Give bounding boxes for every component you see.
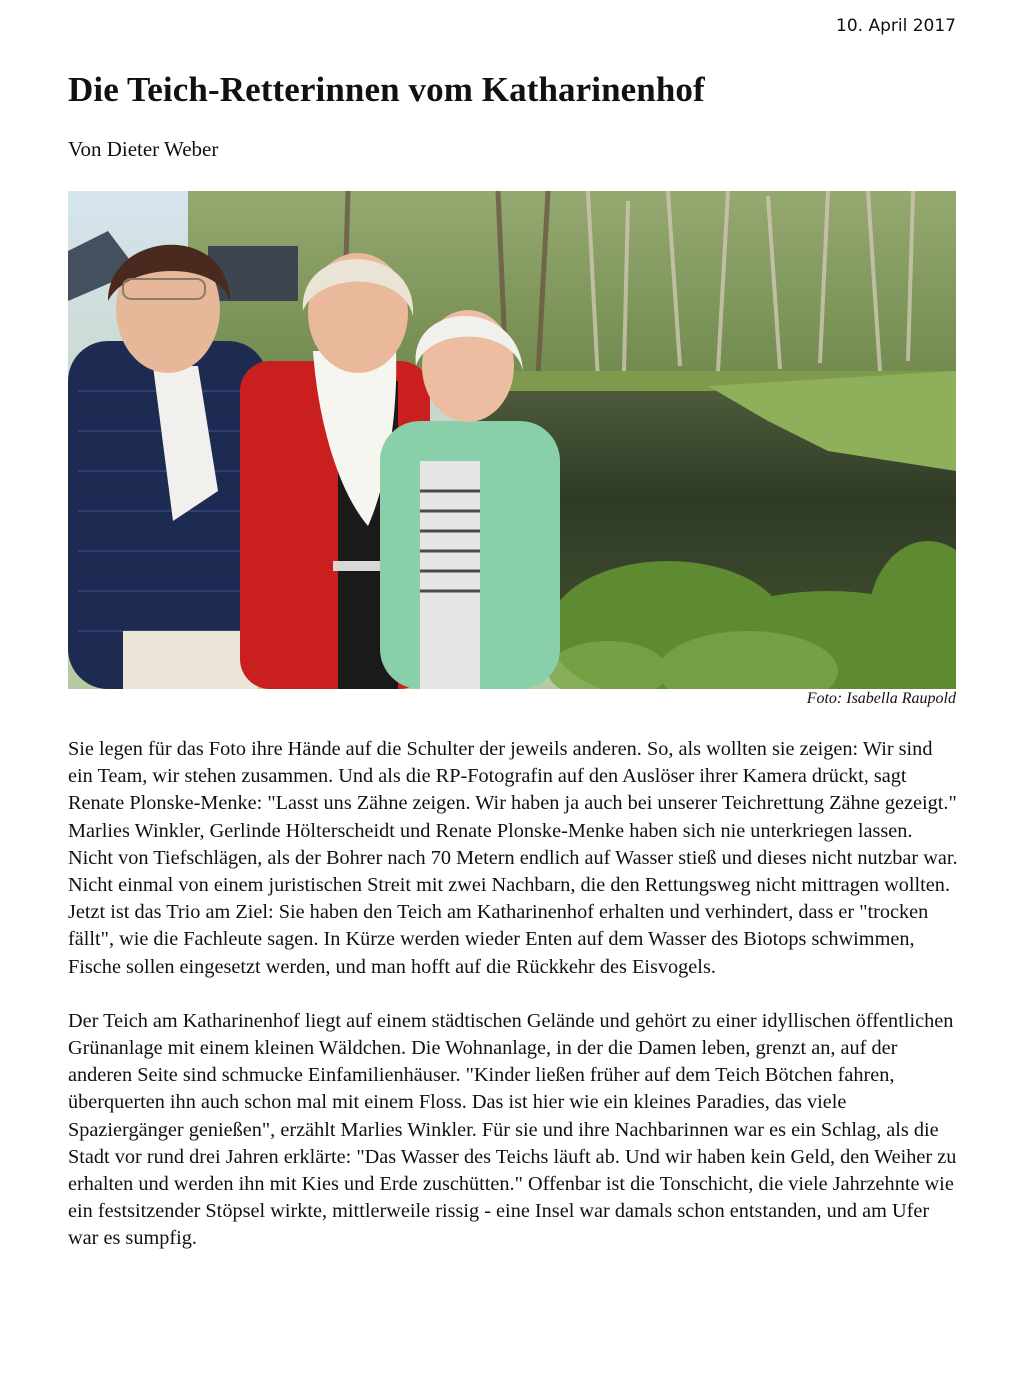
article-paragraph: Der Teich am Katharinenhof liegt auf einem städtischen Gelände und gehört zu einer idyllischen öffentlichen Grünanlage mit einem kleinen Wäldchen. Die Wohnanlage, in der die Damen leben, grenzt an, auf der anderen Seite sind schmucke Einfamilienhäuser. "Kinder ließen früher auf dem Teich Bötchen fahren, überquerten ihn auch schon mal mit einem Floss. Das ist hier wie ein kleines Paradies, das viele Spaziergänger genießen", erzählt Marlies Winkler. Für sie und ihre Nachbarinnen war es ein Schlag, als die Stadt vor rund drei Jahren erklärte: "Das Wasser des Teichs läuft ab. Und wir haben kein Geld, den Weiher zu erhalten und werden ihn mit Kies und Erde zuschütten." Offenbar ist die Tonschicht, die viele Jahrzehnte wie ein festsitzender Stöpsel wirkte, mittlerweile rissig - eine Insel war damals schon entstanden, und am Ufer war es sumpfig. bbox=[68, 1009, 957, 1250]
article-body bbox=[68, 736, 958, 1280]
article-date: 10. April 2017 bbox=[836, 16, 956, 36]
article-photo bbox=[68, 191, 956, 689]
article-paragraph: Sie legen für das Foto ihre Hände auf die Schulter der jeweils anderen. So, als wollten sie zeigen: Wir sind ein Team, wir stehen zusammen. Und als die RP-Fotografin auf den Auslöser ihrer Kamera drückt, sagt Renate Plonske-Menke: "Lasst uns Zähne zeigen. Wir haben ja auch bei unserer Teichrettung Zähne gezeigt." Marlies Winkler, Gerlinde Hölterscheidt und Renate Plonske-Menke haben sich nie unterkriegen lassen. Nicht von Tiefschlägen, als der Bohrer nach 70 Metern endlich auf Wasser stieß und dieses nicht nutzbar war. Nicht einmal von einem juristischen Streit mit zwei Nachbarn, die den Rettungsweg nicht mittragen wollten. Jetzt ist das Trio am Ziel: Sie haben den Teich am Katharinenhof erhalten und verhindert, dass er "trocken fällt", wie die Fachleute sagen. In Kürze werden wieder Enten auf dem Wasser des Biotops schwimmen, Fische sollen eingesetzt werden, und man hofft auf die Rückkehr des Eisvogels. bbox=[68, 738, 958, 978]
article-headline: Die Teich-Retterinnen vom Katharinenhof bbox=[68, 70, 705, 109]
article-byline: Von Dieter Weber bbox=[68, 137, 219, 161]
photo-credit: Foto: Isabella Raupold bbox=[806, 690, 956, 707]
